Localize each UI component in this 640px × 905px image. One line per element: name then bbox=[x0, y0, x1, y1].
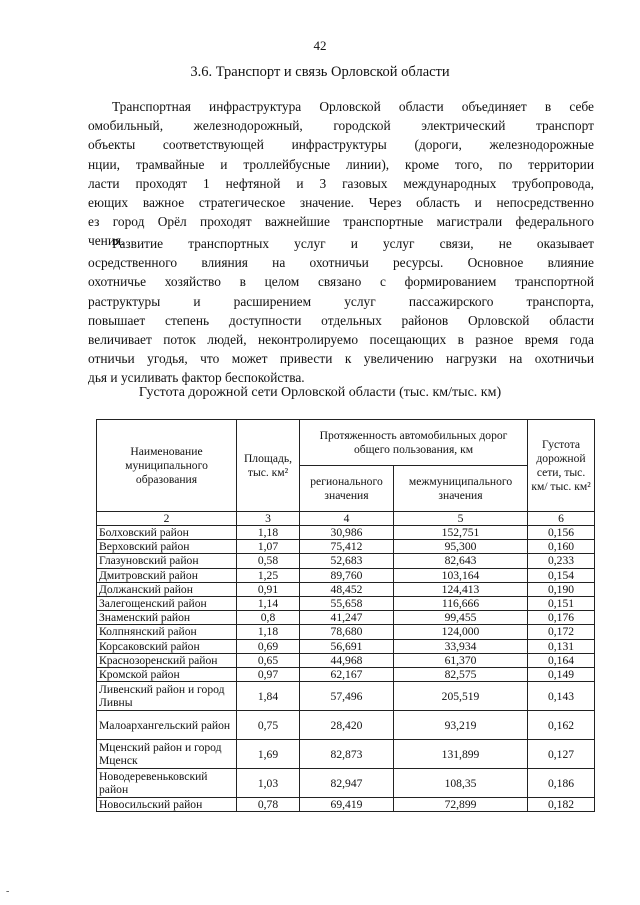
header-intermunicipal: межмуниципального значения bbox=[394, 466, 528, 512]
paragraph-line: ез город Орёл проходят важнейшие транспортные магистрали федерального bbox=[88, 214, 594, 230]
table-row bbox=[97, 653, 595, 667]
cell-regional: 82,873 bbox=[300, 740, 394, 769]
header-area: Площадь, тыс. км² bbox=[237, 420, 300, 512]
paragraph-line: ласти проходят 1 нефтяной и 3 газовых международных трубопровода, bbox=[88, 175, 594, 191]
paragraph-line: раструктуры и расширением услуг пассажирского транспорта, bbox=[88, 293, 594, 309]
column-number: 6 bbox=[528, 512, 595, 526]
cell-intermunicipal: 103,164 bbox=[394, 568, 528, 582]
cell-area: 1,84 bbox=[237, 682, 300, 711]
cell-intermunicipal: 108,35 bbox=[394, 769, 528, 798]
cell-area: 0,78 bbox=[237, 798, 300, 812]
cell-intermunicipal: 33,934 bbox=[394, 639, 528, 653]
cell-area: 1,03 bbox=[237, 769, 300, 798]
cell-regional: 82,947 bbox=[300, 769, 394, 798]
cell-density: 0,127 bbox=[528, 740, 595, 769]
cell-regional: 55,658 bbox=[300, 596, 394, 610]
cell-regional: 69,419 bbox=[300, 798, 394, 812]
cell-density: 0,190 bbox=[528, 582, 595, 596]
cell-name: Залегощенский район bbox=[97, 596, 237, 610]
paragraph-line: повышает степень доступности отдельных районов Орловской области bbox=[88, 312, 594, 328]
cell-name: Колпнянский район bbox=[97, 625, 237, 639]
paragraph-line: чения. bbox=[88, 233, 125, 249]
cell-name: Малоархангельский район bbox=[97, 711, 237, 740]
cell-name: Новосильский район bbox=[97, 798, 237, 812]
table-row bbox=[97, 582, 595, 596]
cell-intermunicipal: 82,643 bbox=[394, 554, 528, 568]
cell-area: 1,18 bbox=[237, 526, 300, 540]
table-row bbox=[97, 639, 595, 653]
cell-area: 0,58 bbox=[237, 554, 300, 568]
cell-area: 1,14 bbox=[237, 596, 300, 610]
cell-area: 0,8 bbox=[237, 611, 300, 625]
cell-intermunicipal: 124,000 bbox=[394, 625, 528, 639]
header-density: Густота дорожной сети, тыс. км/ тыс. км² bbox=[528, 420, 595, 512]
cell-density: 0,186 bbox=[528, 769, 595, 798]
cell-regional: 89,760 bbox=[300, 568, 394, 582]
cell-intermunicipal: 152,751 bbox=[394, 526, 528, 540]
section-heading: 3.6. Транспорт и связь Орловской области bbox=[190, 64, 450, 80]
cell-name: Ливенский район и город Ливны bbox=[97, 682, 237, 711]
cell-intermunicipal: 93,219 bbox=[394, 711, 528, 740]
cell-area: 0,65 bbox=[237, 653, 300, 667]
cell-area: 1,18 bbox=[237, 625, 300, 639]
paragraph-line: величивает поток людей, неконтролируемо посещающих в разное время года bbox=[88, 332, 594, 348]
cell-name: Новодеревеньковский район bbox=[97, 769, 237, 798]
paragraph-line: Развитие транспортных услуг и услуг связи, не оказывает bbox=[112, 236, 594, 251]
cell-name: Должанский район bbox=[97, 582, 237, 596]
table-row bbox=[97, 611, 595, 625]
column-number: 2 bbox=[97, 512, 237, 526]
cell-intermunicipal: 124,413 bbox=[394, 582, 528, 596]
cell-intermunicipal: 82,575 bbox=[394, 667, 528, 681]
cell-name: Кромской район bbox=[97, 667, 237, 681]
header-name: Наименование муниципального образования bbox=[97, 420, 237, 512]
cell-regional: 75,412 bbox=[300, 540, 394, 554]
cell-density: 0,233 bbox=[528, 554, 595, 568]
cell-regional: 48,452 bbox=[300, 582, 394, 596]
cell-regional: 57,496 bbox=[300, 682, 394, 711]
cell-density: 0,164 bbox=[528, 653, 595, 667]
table-row bbox=[97, 740, 595, 769]
cell-regional: 62,167 bbox=[300, 667, 394, 681]
header-road-length: Протяженность автомобильных дорог общего пользования, км bbox=[300, 420, 528, 466]
table-row bbox=[97, 526, 595, 540]
paragraph-transport-infrastructure bbox=[88, 97, 594, 251]
cell-intermunicipal: 131,899 bbox=[394, 740, 528, 769]
cell-regional: 41,247 bbox=[300, 611, 394, 625]
table-row bbox=[97, 798, 595, 812]
cell-intermunicipal: 72,899 bbox=[394, 798, 528, 812]
cell-area: 0,91 bbox=[237, 582, 300, 596]
paragraph-line: отничьи угодья, что может привести к увеличению нагрузки на охотничьи bbox=[88, 351, 594, 367]
column-number-row bbox=[97, 512, 595, 526]
cell-area: 1,69 bbox=[237, 740, 300, 769]
cell-area: 0,75 bbox=[237, 711, 300, 740]
cell-name: Верховский район bbox=[97, 540, 237, 554]
cell-name: Корсаковский район bbox=[97, 639, 237, 653]
paragraph-line: охотничье хозяйство в целом связано с формированием транспортной bbox=[88, 274, 594, 290]
table-row bbox=[97, 596, 595, 610]
cell-density: 0,176 bbox=[528, 611, 595, 625]
cell-density: 0,151 bbox=[528, 596, 595, 610]
cell-density: 0,143 bbox=[528, 682, 595, 711]
table-row bbox=[97, 540, 595, 554]
column-number: 3 bbox=[237, 512, 300, 526]
table-row bbox=[97, 769, 595, 798]
cell-density: 0,162 bbox=[528, 711, 595, 740]
cell-name: Глазуновский район bbox=[97, 554, 237, 568]
table-row bbox=[97, 554, 595, 568]
table-row bbox=[97, 568, 595, 582]
cell-density: 0,156 bbox=[528, 526, 595, 540]
cell-intermunicipal: 205,519 bbox=[394, 682, 528, 711]
paragraph-line: омобильный, железнодорожный, городской электрический транспорт bbox=[88, 118, 594, 134]
cell-area: 0,69 bbox=[237, 639, 300, 653]
cell-regional: 30,986 bbox=[300, 526, 394, 540]
cell-regional: 28,420 bbox=[300, 711, 394, 740]
column-number: 4 bbox=[300, 512, 394, 526]
cell-density: 0,160 bbox=[528, 540, 595, 554]
header-regional: регионального значения bbox=[300, 466, 394, 512]
cell-density: 0,182 bbox=[528, 798, 595, 812]
cell-regional: 78,680 bbox=[300, 625, 394, 639]
cell-name: Знаменский район bbox=[97, 611, 237, 625]
cell-intermunicipal: 61,370 bbox=[394, 653, 528, 667]
paragraph-line: дья и усиливать фактор беспокойства. bbox=[88, 370, 305, 386]
cell-density: 0,172 bbox=[528, 625, 595, 639]
cell-name: Дмитровский район bbox=[97, 568, 237, 582]
cell-regional: 56,691 bbox=[300, 639, 394, 653]
cell-area: 1,07 bbox=[237, 540, 300, 554]
paragraph-line: еющих важное стратегическое значение. Через область и непосредственно bbox=[88, 195, 594, 211]
cell-density: 0,149 bbox=[528, 667, 595, 681]
scan-edge-mark: - bbox=[6, 886, 10, 897]
table-row bbox=[97, 667, 595, 681]
table-row bbox=[97, 682, 595, 711]
page-number: 42 bbox=[313, 38, 327, 53]
cell-density: 0,154 bbox=[528, 568, 595, 582]
cell-regional: 44,968 bbox=[300, 653, 394, 667]
table-title: Густота дорожной сети Орловской области (тыс. км/тыс. км) bbox=[138, 385, 502, 400]
cell-intermunicipal: 95,300 bbox=[394, 540, 528, 554]
paragraph-line: нции, трамвайные и троллейбусные линии), кроме того, по территории bbox=[88, 156, 594, 172]
column-number: 5 bbox=[394, 512, 528, 526]
cell-area: 0,97 bbox=[237, 667, 300, 681]
cell-intermunicipal: 116,666 bbox=[394, 596, 528, 610]
cell-name: Мценский район и город Мценск bbox=[97, 740, 237, 769]
paragraph-line: Транспортная инфраструктура Орловской области объединяет в себе bbox=[112, 99, 594, 114]
cell-name: Краснозоренский район bbox=[97, 653, 237, 667]
cell-area: 1,25 bbox=[237, 568, 300, 582]
cell-intermunicipal: 99,455 bbox=[394, 611, 528, 625]
road-density-table bbox=[96, 419, 595, 812]
cell-density: 0,131 bbox=[528, 639, 595, 653]
cell-regional: 52,683 bbox=[300, 554, 394, 568]
cell-name: Болховский район bbox=[97, 526, 237, 540]
paragraph-transport-impact bbox=[88, 234, 594, 388]
table-row bbox=[97, 625, 595, 639]
table-row bbox=[97, 711, 595, 740]
paragraph-line: объекты соответствующей инфраструктуры (дороги, железнодорожные bbox=[88, 137, 594, 153]
paragraph-line: осредственного влияния на охотничьи ресурсы. Основное влияние bbox=[88, 255, 594, 271]
